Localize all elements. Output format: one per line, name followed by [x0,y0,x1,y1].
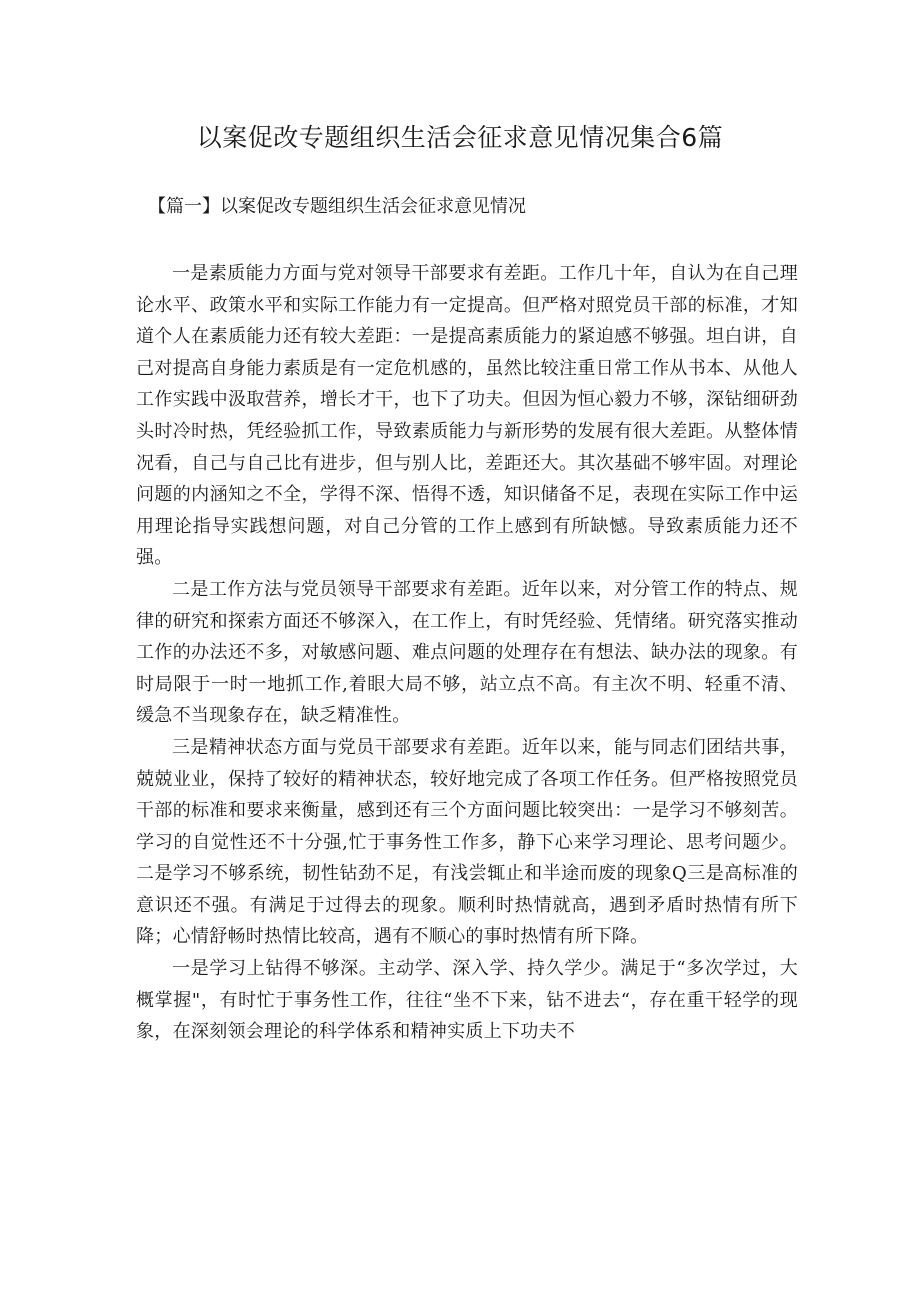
paragraph-4: 一是学习上钻得不够深。主动学、深入学、持久学少。满足于“多次学过，大概掌握"，有时忙于事务性工作，往往“坐不下来，钻不进去“，存在重干轻学的现象，在深刻领会理论的科学体系和精神实质上下功夫不 [136,958,798,1043]
paragraph-2: 二是工作方法与党员领导干部要求有差距。近年以来，对分管工作的特点、规律的研究和探索方面还不够深入，在工作上，有时凭经验、凭情绪。研究落实推动工作的办法还不多，对敏感问题、难点问题的处理存在有想法、缺办法的现象。有时局限于一时一地抓工作,着眼大局不够，站立点不高。有主次不明、轻重不清、缓急不当现象存在，缺乏精准性。 [136,578,798,727]
document-title: 以案促改专题组织生活会征求意见情况集合6篇 [196,123,724,152]
paragraph-1: 一是素质能力方面与党对领导干部要求有差距。工作几十年，自认为在自己理论水平、政策水平和实际工作能力有一定提高。但严格对照党员干部的标准，才知道个人在素质能力还有较大差距：一是提高素质能力的紧迫感不够强。坦白讲，自己对提高自身能力素质是有一定危机感的，虽然比较注重日常工作从书本、从他人工作实践中汲取营养，增长才干，也下了功夫。但因为恒心毅力不够，深钻细研劲头时冷时热，凭经验抓工作，导致素质能力与新形势的发展有很大差距。从整体情况看，自己与自己比有进步，但与别人比，差距还大。其次基础不够牢固。对理论问题的内涵知之不全，学得不深、悟得不透，知识储备不足，表现在实际工作中运用理论指导实践想问题，对自己分管的工作上感到有所缺憾。导致素质能力还不强。 [136,263,798,569]
section-heading: 【篇一】以案促改专题组织生活会征求意见情况 [148,196,526,217]
document-body [136,258,798,1048]
paragraph-3: 三是精神状态方面与党员干部要求有差距。近年以来，能与同志们团结共事，兢兢业业，保持了较好的精神状态，较好地完成了各项工作任务。但严格按照党员干部的标准和要求来衡量，感到还有三个方面问题比较突出：一是学习不够刻苦。学习的自觉性还不十分强,忙于事务性工作多，静下心来学习理论、思考问题少。二是学习不够系统，韧性钻劲不足，有浅尝辄止和半途而废的现象Q三是高标准的意识还不强。有满足于过得去的现象。顺利时热情就高，遇到矛盾时热情有所下降；心情舒畅时热情比较高，遇有不顺心的事时热情有所下降。 [136,736,798,948]
